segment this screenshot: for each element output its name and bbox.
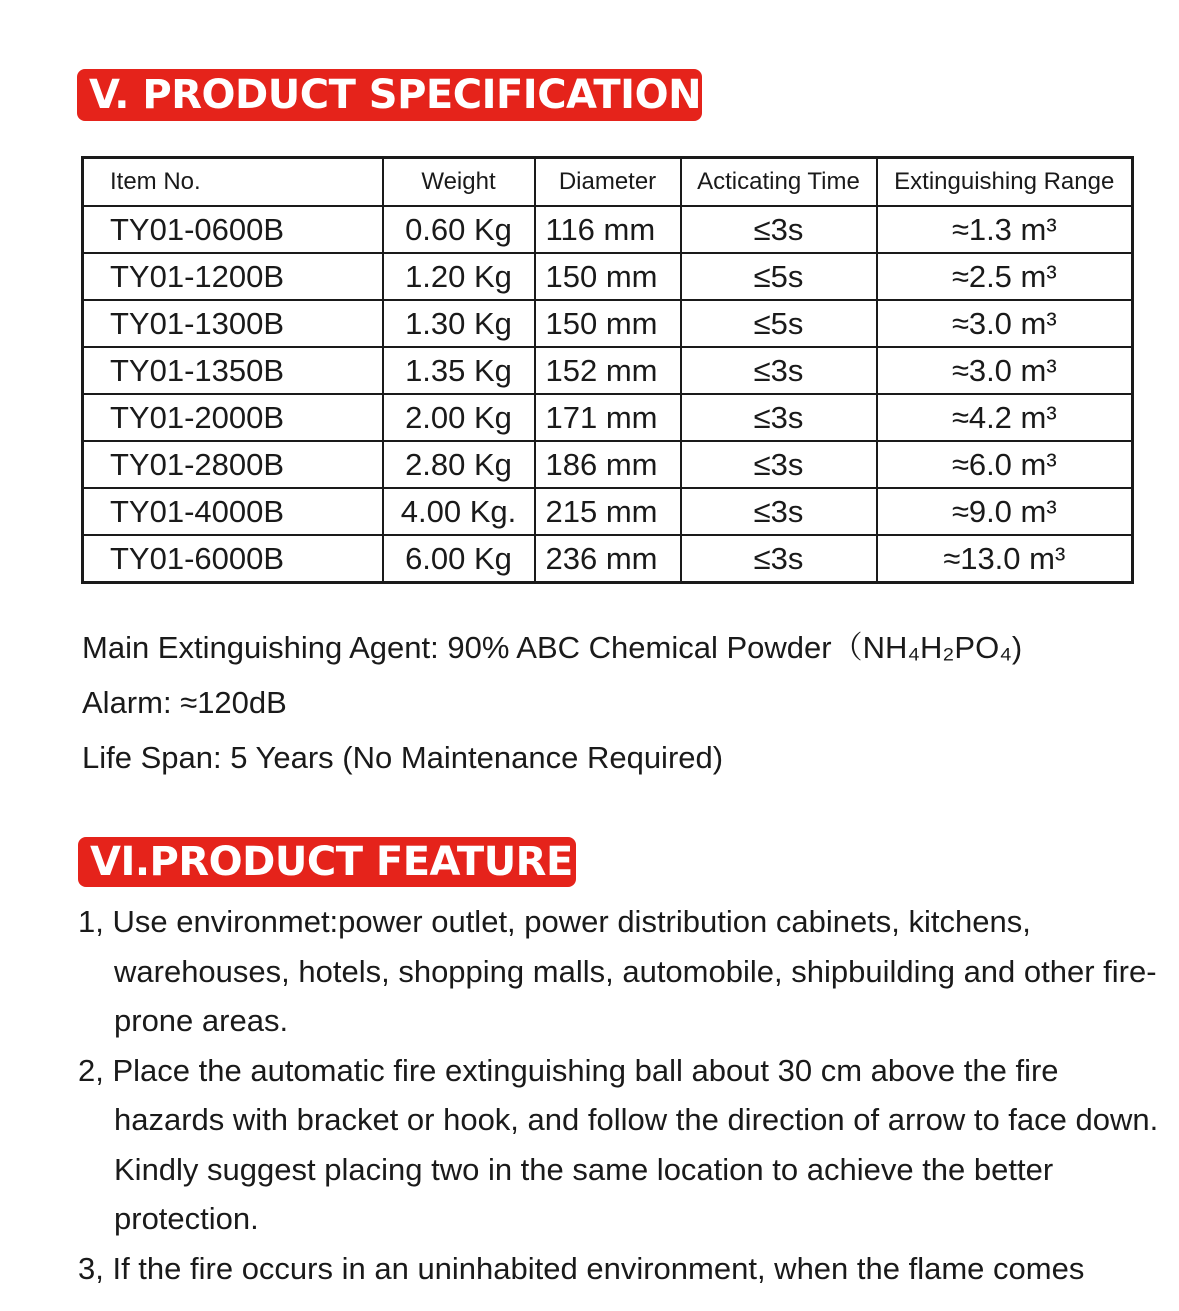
feature-list [78, 897, 1173, 1293]
cell-diameter: 150 mm [535, 300, 681, 347]
cell-extinguishing-range: ≈6.0 m³ [877, 441, 1133, 488]
info-extinguishing-agent: Main Extinguishing Agent: 90% ABC Chemical Powder（NH₄H₂PO₄) [82, 630, 1023, 665]
header-diameter: Diameter [535, 158, 681, 207]
cell-activating-time: ≤3s [681, 535, 877, 583]
cell-weight: 1.35 Kg [383, 347, 535, 394]
cell-extinguishing-range: ≈1.3 m³ [877, 206, 1133, 253]
cell-weight: 6.00 Kg [383, 535, 535, 583]
cell-diameter: 236 mm [535, 535, 681, 583]
cell-item-no: TY01-1200B [83, 253, 383, 300]
table-row [83, 300, 1133, 347]
cell-extinguishing-range: ≈13.0 m³ [877, 535, 1133, 583]
header-weight: Weight [383, 158, 535, 207]
cell-activating-time: ≤3s [681, 394, 877, 441]
cell-weight: 1.20 Kg [383, 253, 535, 300]
cell-item-no: TY01-1300B [83, 300, 383, 347]
cell-extinguishing-range: ≈9.0 m³ [877, 488, 1133, 535]
cell-diameter: 116 mm [535, 206, 681, 253]
section-title-product-specification: V. PRODUCT SPECIFICATION [77, 69, 702, 121]
cell-activating-time: ≤3s [681, 347, 877, 394]
cell-extinguishing-range: ≈4.2 m³ [877, 394, 1133, 441]
cell-item-no: TY01-0600B [83, 206, 383, 253]
cell-item-no: TY01-2000B [83, 394, 383, 441]
header-extinguishing-range: Extinguishing Range [877, 158, 1133, 207]
list-item: 3, If the fire occurs in an uninhabited environment, when the flame comes [78, 1250, 1085, 1286]
section-title-product-feature: VI.PRODUCT FEATURE [78, 837, 576, 887]
specification-table [81, 156, 1134, 584]
header-item-no: Item No. [83, 158, 383, 207]
cell-weight: 1.30 Kg [383, 300, 535, 347]
cell-diameter: 186 mm [535, 441, 681, 488]
cell-activating-time: ≤3s [681, 206, 877, 253]
cell-extinguishing-range: ≈2.5 m³ [877, 253, 1133, 300]
cell-weight: 2.80 Kg [383, 441, 535, 488]
cell-activating-time: ≤3s [681, 488, 877, 535]
table-row [83, 488, 1133, 535]
cell-diameter: 215 mm [535, 488, 681, 535]
info-alarm: Alarm: ≈120dB [82, 685, 287, 720]
cell-activating-time: ≤5s [681, 300, 877, 347]
cell-activating-time: ≤5s [681, 253, 877, 300]
table-header-row [83, 158, 1133, 207]
cell-weight: 4.00 Kg. [383, 488, 535, 535]
cell-activating-time: ≤3s [681, 441, 877, 488]
header-activating-time: Acticating Time [681, 158, 877, 207]
cell-diameter: 150 mm [535, 253, 681, 300]
info-life-span: Life Span: 5 Years (No Maintenance Required) [82, 740, 724, 775]
cell-extinguishing-range: ≈3.0 m³ [877, 347, 1133, 394]
cell-item-no: TY01-6000B [83, 535, 383, 583]
cell-extinguishing-range: ≈3.0 m³ [877, 300, 1133, 347]
table-row [83, 441, 1133, 488]
cell-diameter: 152 mm [535, 347, 681, 394]
table-row [83, 206, 1133, 253]
cell-diameter: 171 mm [535, 394, 681, 441]
cell-item-no: TY01-4000B [83, 488, 383, 535]
table-row [83, 347, 1133, 394]
cell-weight: 2.00 Kg [383, 394, 535, 441]
table-row [83, 394, 1133, 441]
list-item: 2, Place the automatic fire extinguishing ball about 30 cm above the fire hazards with bracket or hook, and follow the direction of arrow to face down. Kindly suggest placing two in the same location to achieve the better protection. [78, 1052, 1159, 1236]
cell-weight: 0.60 Kg [383, 206, 535, 253]
table-row [83, 535, 1133, 583]
list-item: 1, Use environmet:power outlet, power distribution cabinets, kitchens, warehouses, hotels, shopping malls, automobile, shipbuilding and other fire-prone areas. [78, 904, 1157, 1038]
table-row [83, 253, 1133, 300]
cell-item-no: TY01-2800B [83, 441, 383, 488]
cell-item-no: TY01-1350B [83, 347, 383, 394]
